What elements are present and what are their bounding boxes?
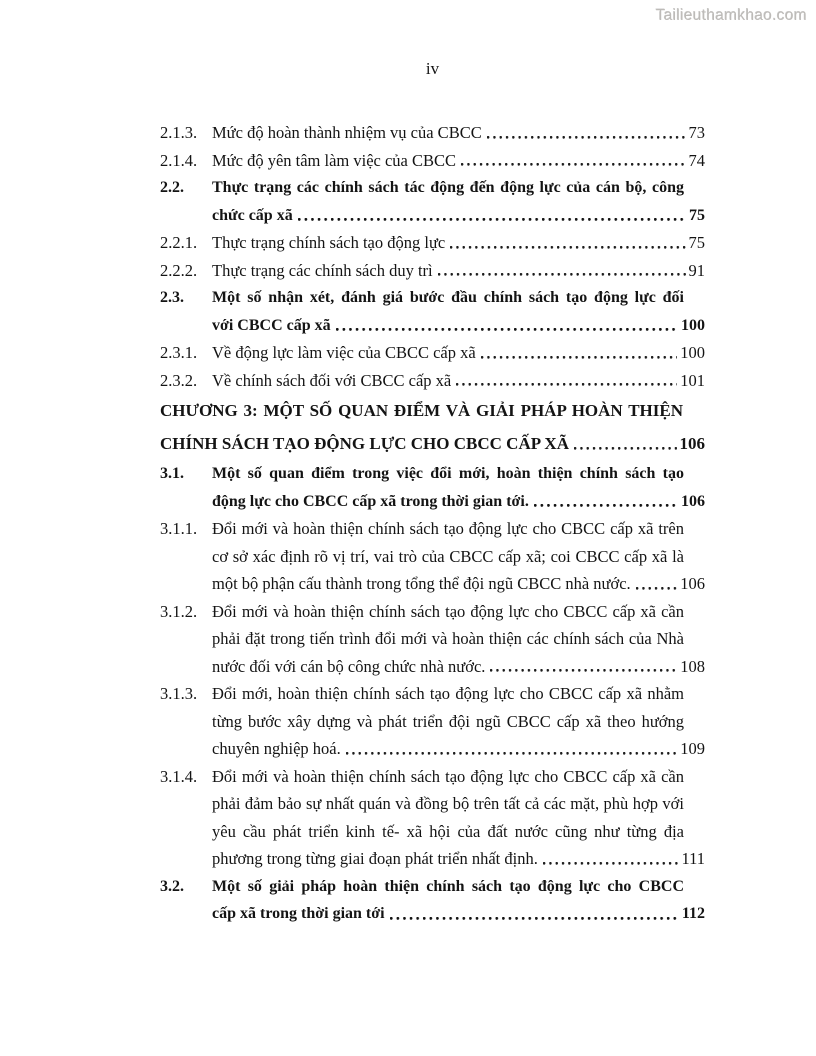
- toc-entry-title: nước đối với cán bộ công chức nhà nước.: [212, 656, 486, 676]
- toc-line: [212, 312, 705, 340]
- toc-entry-content: [212, 460, 705, 515]
- toc-entry-page: 109: [680, 739, 705, 758]
- dot-leader: [461, 147, 685, 175]
- toc-entry-number: 2.2.1.: [160, 233, 198, 252]
- toc-entry-title: Mức độ hoàn thành nhiệm vụ của CBCC: [212, 123, 482, 142]
- toc-line: [212, 119, 705, 147]
- toc-line: Thực trạng các chính sách tác động đến động lực của cán bộ, công: [212, 179, 684, 196]
- toc-entry-page: 106: [679, 434, 705, 453]
- toc-entry-2-2[interactable]: [160, 174, 705, 229]
- toc-entry-number: 3.1.4.: [160, 766, 198, 786]
- toc-entry-3-1[interactable]: [160, 460, 705, 515]
- toc-entry-content: [212, 119, 705, 147]
- toc-entry-title: Mức độ yên tâm làm việc của CBCC: [212, 150, 457, 170]
- table-of-contents: [160, 119, 705, 928]
- dot-leader: [346, 735, 677, 763]
- toc-entry-page: 91: [688, 260, 705, 280]
- toc-line: Đổi mới và hoàn thiện chính sách tạo động lực cho CBCC cấp xã trên: [212, 519, 684, 538]
- toc-entry-title: chức cấp xã: [212, 206, 293, 224]
- dot-leader: [456, 367, 677, 395]
- dot-leader: [487, 119, 686, 147]
- toc-line: CHƯƠNG 3: MỘT SỐ QUAN ĐIỂM VÀ GIẢI PHÁP HOÀN THIỆN: [160, 401, 683, 420]
- toc-entry-number: 3.2.: [160, 877, 184, 895]
- toc-entry-page: 73: [688, 123, 705, 142]
- toc-entry-3-1-1[interactable]: [160, 515, 705, 598]
- toc-entry-title: chuyên nghiệp hoá.: [212, 739, 341, 758]
- dot-leader: [543, 845, 679, 873]
- toc-entry-number: 2.2.: [160, 179, 184, 196]
- toc-entry-content: [212, 763, 705, 873]
- toc-entry-number: 2.3.: [160, 289, 184, 306]
- toc-line: [212, 257, 705, 285]
- toc-line: [212, 229, 705, 257]
- toc-entry-number: 3.1.1.: [160, 519, 198, 538]
- toc-line: Đổi mới, hoàn thiện chính sách tạo động lực cho CBCC cấp xã nhằm: [212, 684, 684, 703]
- toc-entry-title: với CBCC cấp xã: [212, 316, 331, 334]
- toc-entry-content: [160, 394, 705, 460]
- toc-entry-number: 3.1.3.: [160, 684, 198, 703]
- toc-entry-page: 75: [689, 206, 705, 224]
- toc-line: yêu cầu phát triển kinh tế- xã hội của đất nước cũng như từng địa: [212, 821, 684, 841]
- toc-line: Một số nhận xét, đánh giá bước đầu chính sách tạo động lực đối: [212, 289, 684, 306]
- toc-entry-title: Thực trạng các chính sách duy trì: [212, 260, 433, 280]
- dot-leader: [481, 339, 678, 367]
- toc-entry-title: Thực trạng chính sách tạo động lực: [212, 233, 446, 252]
- toc-entry-content: [212, 515, 705, 598]
- toc-entry-content: [212, 257, 705, 285]
- toc-line: Đổi mới và hoàn thiện chính sách tạo động lực cho CBCC cấp xã cần: [212, 766, 684, 786]
- toc-line: [212, 339, 705, 367]
- toc-entry-page: 112: [681, 905, 705, 922]
- toc-entry-content: [212, 680, 705, 763]
- toc-entry-content: [212, 873, 705, 928]
- toc-entry-page: 75: [688, 233, 705, 252]
- toc-entry-page: 111: [681, 849, 705, 868]
- toc-entry-3-1-3[interactable]: [160, 680, 705, 763]
- dot-leader: [636, 570, 678, 598]
- toc-line: từng bước xây dựng và phát triển đội ngũ CBCC cấp xã theo hướng: [212, 711, 684, 731]
- toc-entry-title: CHÍNH SÁCH TẠO ĐỘNG LỰC CHO CBCC CẤP XÃ: [160, 434, 569, 453]
- toc-entry-content: [212, 367, 705, 395]
- toc-entry-number: 2.1.3.: [160, 123, 198, 142]
- toc-entry-page: 106: [680, 574, 705, 593]
- toc-entry-2-2-2[interactable]: [160, 257, 705, 285]
- toc-entry-title: phương trong từng giai đoạn phát triển nhất định.: [212, 849, 538, 868]
- toc-entry-content: [212, 229, 705, 257]
- dot-leader: [298, 202, 686, 230]
- toc-entry-number: 3.1.2.: [160, 601, 198, 621]
- toc-entry-title: Về động lực làm việc của CBCC cấp xã: [212, 343, 476, 362]
- toc-entry-title: cấp xã trong thời gian tới: [212, 905, 385, 922]
- dot-leader: [574, 427, 677, 460]
- toc-entry-content: [212, 147, 705, 175]
- toc-entry-number: 2.2.2.: [160, 260, 198, 280]
- toc-line: phải đảm bảo sự nhất quán và đồng bộ trên tất cả các mặt, phù hợp với: [212, 794, 684, 813]
- toc-entry-2-3-1[interactable]: [160, 339, 705, 367]
- toc-entry-page: 100: [681, 316, 705, 334]
- toc-line: Đổi mới và hoàn thiện chính sách tạo động lực cho CBCC cấp xã cần: [212, 601, 684, 621]
- toc-entry-content: [212, 598, 705, 681]
- toc-line: [212, 367, 705, 395]
- dot-leader: [450, 229, 685, 257]
- dot-leader: [490, 653, 677, 681]
- toc-entry-content: [212, 284, 705, 339]
- toc-entry-3-1-2[interactable]: [160, 598, 705, 681]
- toc-entry-3-2[interactable]: [160, 873, 705, 928]
- toc-entry-chapter-3[interactable]: [160, 394, 705, 460]
- dot-leader: [336, 312, 678, 340]
- toc-entry-2-1-4[interactable]: [160, 147, 705, 175]
- dot-leader: [438, 257, 686, 285]
- toc-line: [212, 653, 705, 681]
- toc-line: [160, 427, 705, 460]
- toc-entry-content: [212, 174, 705, 229]
- toc-entry-page: 101: [680, 370, 705, 390]
- toc-entry-2-2-1[interactable]: [160, 229, 705, 257]
- toc-line: [212, 202, 705, 230]
- toc-entry-page: 100: [680, 343, 705, 362]
- toc-entry-page: 106: [681, 492, 705, 510]
- toc-line: [212, 845, 705, 873]
- toc-line: [212, 488, 705, 516]
- dot-leader: [390, 900, 679, 928]
- toc-line: Một số giải pháp hoàn thiện chính sách tạo động lực cho CBCC: [212, 877, 684, 895]
- toc-entry-number: 3.1.: [160, 465, 184, 482]
- toc-entry-2-3-2[interactable]: [160, 367, 705, 395]
- toc-entry-title: động lực cho CBCC cấp xã trong thời gian tới.: [212, 492, 529, 510]
- toc-entry-number: 2.3.2.: [160, 370, 198, 390]
- dot-leader: [534, 488, 678, 516]
- toc-line: [212, 900, 705, 928]
- toc-entry-content: [212, 339, 705, 367]
- toc-entry-page: 74: [688, 150, 705, 170]
- toc-line: phải đặt trong tiến trình đổi mới và hoàn thiện các chính sách của Nhà: [212, 629, 684, 648]
- toc-entry-2-1-3[interactable]: [160, 119, 705, 147]
- toc-entry-page: 108: [680, 656, 705, 676]
- toc-line: cơ sở xác định rõ vị trí, vai trò của CBCC cấp xã; coi CBCC cấp xã là: [212, 546, 684, 566]
- toc-line: Một số quan điểm trong việc đổi mới, hoàn thiện chính sách tạo: [212, 465, 684, 482]
- toc-entry-2-3[interactable]: [160, 284, 705, 339]
- toc-entry-title: Về chính sách đối với CBCC cấp xã: [212, 370, 452, 390]
- watermark: Tailieuthamkhao.com: [655, 7, 807, 24]
- toc-entry-3-1-4[interactable]: [160, 763, 705, 873]
- toc-entry-number: 2.1.4.: [160, 150, 198, 170]
- toc-line: [212, 570, 705, 598]
- toc-line: [212, 735, 705, 763]
- page-number: iv: [425, 59, 440, 78]
- toc-line: [212, 147, 705, 175]
- toc-entry-title: một bộ phận cấu thành trong tổng thể đội ngũ CBCC nhà nước.: [212, 574, 631, 593]
- toc-entry-number: 2.3.1.: [160, 343, 198, 362]
